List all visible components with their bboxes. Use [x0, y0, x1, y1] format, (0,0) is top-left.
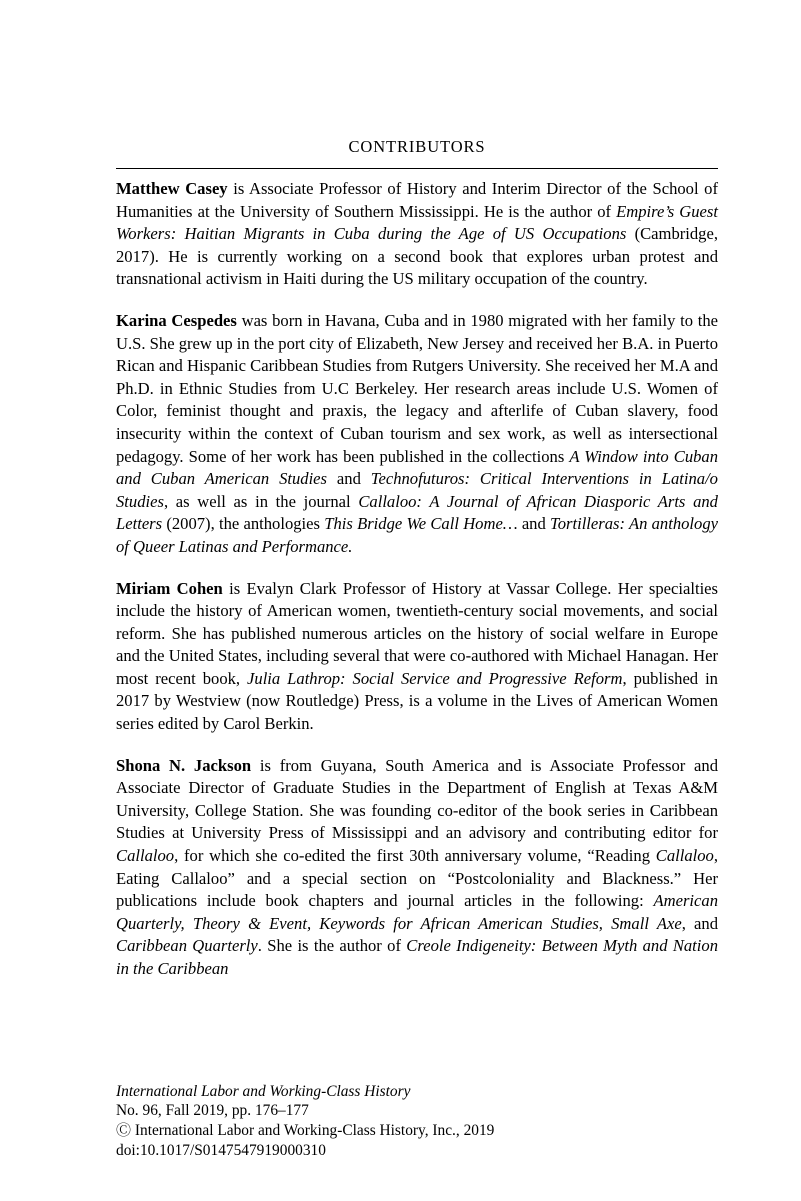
- work-title: American Quarterly, Theory & Event, Keywords for African American Studies, Small Axe: [116, 891, 718, 933]
- bio-text: is from Guyana, South America and is Associate Professor and Associate Director of Graduate Studies in the Department of English at Texas A&M University, College Station. She was founding co-editor of the book series in Caribbean Studies at University Press of Mississippi and an advisory and contributing editor for: [116, 755, 718, 843]
- contributor-bio-matthew-casey: [116, 178, 718, 291]
- work-title: Callaloo: [116, 846, 175, 866]
- contributor-bio-miriam-cohen: [116, 578, 718, 736]
- footer-issue-info: No. 96, Fall 2019, pp. 176–177: [116, 1102, 309, 1120]
- bio-text: , Eating Callaloo” and a special section on “Postcoloniality and Blackness.” Her publications include book chapters and journal articles in the following:: [116, 846, 718, 911]
- work-title: Technofuturos: Critical Interventions in Latina/o Studies: [116, 469, 718, 511]
- bio-text: , as well as in the journal: [163, 491, 359, 511]
- footer-journal-title: International Labor and Working-Class History: [116, 1083, 411, 1100]
- title-divider: [116, 168, 718, 169]
- contributor-name: Karina Cespedes: [116, 310, 237, 330]
- contributor-list: [116, 178, 718, 981]
- work-title: Creole Indigeneity: Between Myth and Nation in the Caribbean: [116, 936, 718, 978]
- contributor-name: Shona N. Jackson: [116, 755, 252, 775]
- work-title: Julia Lathrop: Social Service and Progressive Reform: [247, 668, 623, 688]
- work-title: Tortilleras: An anthology of Queer Latinas and Performance.: [116, 514, 718, 556]
- footer-doi: doi:10.1017/S0147547919000310: [116, 1142, 326, 1160]
- footer-copyright-line: [116, 1121, 718, 1141]
- bio-text: was born in Havana, Cuba and in 1980 migrated with her family to the U.S. She grew up in the port city of Elizabeth, New Jersey and received her B.A. in Puerto Rican and Hispanic Caribbean Studies from Rutgers University. She received her M.A and Ph.D. in Ethnic Studies from U.C Berkeley. Her research areas include U.S. Women of Color, feminist thought and praxis, the legacy and afterlife of Cuban slavery, food insecurity within the context of Cuban tourism and sex work, as well as intersectional pedagogy. Some of her work has been published in the collections: [116, 310, 718, 466]
- work-title: A Window into Cuban and Cuban American Studies: [116, 446, 719, 489]
- contributor-bio-karina-cespedes: [116, 310, 718, 559]
- bio-text: is Evalyn Clark Professor of History at Vassar College. Her specialties include the history of American women, twentieth-century social movements, and social reform. She has published numerous articles on the history of social welfare in Europe and the United States, including several that were co-authored with Michael Hanagan. Her most recent book,: [116, 578, 719, 688]
- bio-text: (Cambridge, 2017). He is currently working on a second book that explores urban protest and transnational activism in Haiti during the US military occupation of the country.: [116, 224, 718, 289]
- work-title: Callaloo: [655, 846, 714, 866]
- work-title: This Bridge We Call Home…: [324, 514, 518, 534]
- bio-text: is Associate Professor of History and Interim Director of the School of Humanities at the University of Southern Mississippi. He is the author of: [116, 179, 719, 221]
- bio-text: , published in 2017 by Westview (now Routledge) Press, is a volume in the Lives of American Women series edited by Carol Berkin.: [116, 668, 718, 734]
- contributor-name: Matthew Casey: [116, 179, 228, 198]
- footer-copyright-text: International Labor and Working-Class History, Inc., 2019: [134, 1121, 495, 1139]
- work-title: Callaloo: A Journal of African Diasporic Arts and Letters: [116, 491, 718, 534]
- bio-text: , for which she co-edited the first 30th anniversary volume, “Reading: [174, 846, 656, 866]
- copyright-icon: Ⓒ: [116, 1122, 132, 1139]
- contributor-name: Miriam Cohen: [116, 578, 223, 598]
- bio-text: . She is the author of: [257, 936, 407, 956]
- page-title: CONTRIBUTORS: [348, 137, 486, 157]
- page-footer: [116, 1082, 718, 1161]
- work-title: Caribbean Quarterly: [116, 936, 258, 956]
- bio-text: (2007), the anthologies: [162, 514, 325, 534]
- contributor-bio-shona-n-jackson: [116, 755, 718, 981]
- work-title: Empire’s Guest Workers: Haitian Migrants in Cuba during the Age of US Occupations: [116, 201, 718, 244]
- bio-text: , and: [681, 913, 718, 933]
- bio-text: and: [517, 514, 551, 534]
- bio-text: and: [327, 469, 371, 489]
